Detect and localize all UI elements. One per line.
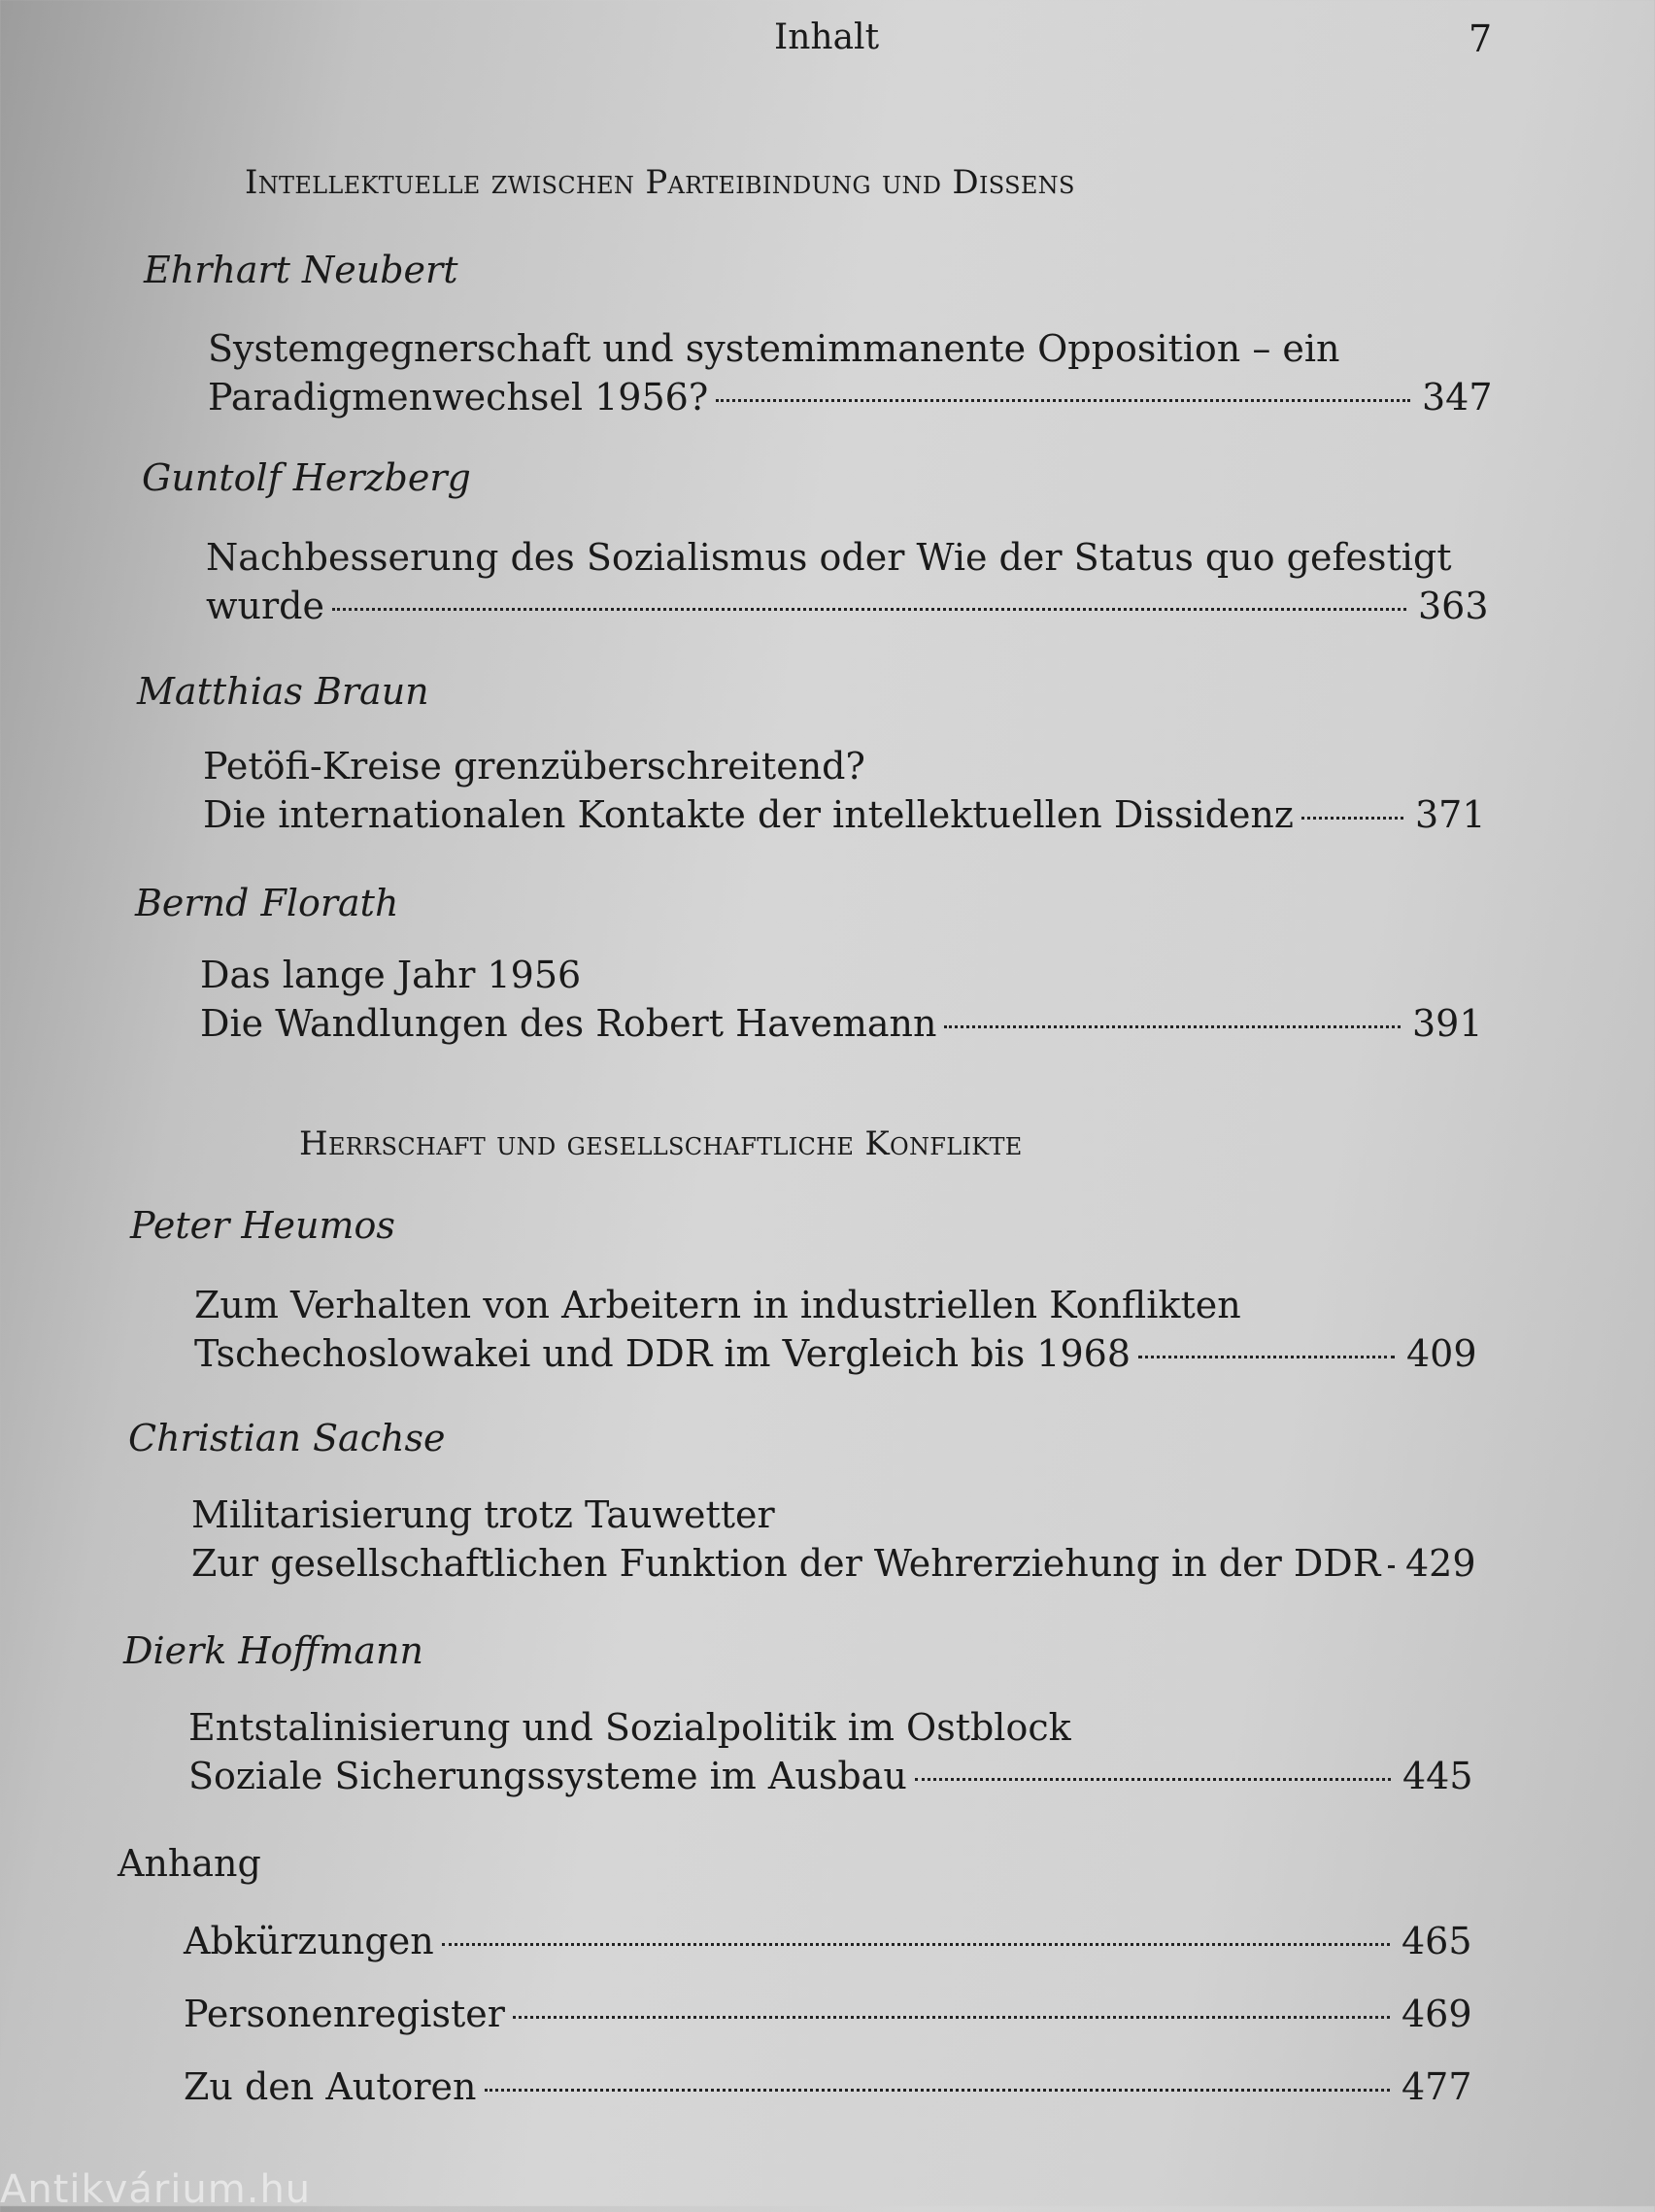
entry-title-line: Entstalinisierung und Sozialpolitik im Ostblock [188, 1706, 1071, 1749]
dot-leader [1388, 1565, 1394, 1568]
dot-leader [442, 1943, 1390, 1946]
entry-title-line: Soziale Sicherungssysteme im Ausbau [188, 1755, 907, 1797]
page-number: 7 [1469, 17, 1493, 60]
dot-leader [716, 399, 1410, 402]
entry-page-number: 371 [1415, 793, 1486, 836]
entry-title-line: Zur gesellschaftlichen Funktion der Wehrerziehung in der DDR [191, 1542, 1381, 1585]
appendix-entry [184, 2062, 1472, 2111]
dot-leader [1301, 817, 1403, 820]
dot-leader [915, 1778, 1391, 1781]
entry-title-line: Die internationalen Kontakte der intellektuellen Dissidenz [203, 793, 1294, 836]
toc-entry [208, 324, 1493, 421]
section-heading: Herrschaft und gesellschaftliche Konflikte [299, 1124, 1023, 1163]
entry-title-line: Das lange Jahr 1956 [200, 954, 582, 996]
appendix-entry [184, 1990, 1472, 2038]
toc-entry [191, 1491, 1476, 1588]
appendix-entry [184, 1917, 1472, 1965]
entry-title-line: wurde [206, 585, 324, 627]
author-name: Christian Sachse [128, 1417, 446, 1459]
dot-leader [944, 1025, 1401, 1028]
entry-page-number: 477 [1402, 2065, 1472, 2108]
entry-page-number: 363 [1418, 585, 1489, 627]
entry-title: Zu den Autoren [184, 2065, 477, 2108]
section-heading: Intellektuelle zwischen Parteibindung und Dissens [245, 163, 1075, 202]
toc-entry [194, 1281, 1477, 1378]
toc-entry [206, 533, 1489, 630]
author-name: Matthias Braun [137, 670, 429, 713]
entry-page-number: 347 [1422, 376, 1493, 419]
entry-title-line: Petöfi-Kreise grenzüberschreitend? [203, 745, 865, 788]
entry-title: Personenregister [184, 1993, 505, 2035]
entry-page-number: 445 [1402, 1755, 1473, 1797]
entry-title-line: Systemgegnerschaft und systemimmanente Opposition – ein [208, 327, 1340, 370]
dot-leader [485, 2089, 1390, 2092]
running-title: Inhalt [774, 17, 880, 57]
author-name: Bernd Florath [135, 882, 399, 924]
entry-page-number: 391 [1412, 1002, 1483, 1045]
toc-entry [200, 951, 1483, 1048]
entry-page-number: 465 [1402, 1920, 1472, 1962]
appendix-heading: Anhang [118, 1842, 261, 1885]
entry-title: Abkürzungen [184, 1920, 434, 1962]
toc-entry [188, 1703, 1473, 1800]
dot-leader [1138, 1356, 1395, 1358]
author-name: Ehrhart Neubert [144, 249, 458, 291]
dot-leader [332, 608, 1406, 611]
entry-title-line: Paradigmenwechsel 1956? [208, 376, 709, 419]
entry-page-number: 409 [1406, 1332, 1477, 1375]
entry-title-line: Militarisierung trotz Tauwetter [191, 1493, 775, 1536]
entry-page-number: 429 [1405, 1542, 1476, 1585]
entry-title-line: Zum Verhalten von Arbeitern in industriellen Konflikten [194, 1284, 1241, 1326]
author-name: Dierk Hoffmann [123, 1629, 423, 1672]
entry-title-line: Nachbesserung des Sozialismus oder Wie der Status quo gefestigt [206, 536, 1452, 579]
dot-leader [513, 2016, 1390, 2019]
author-name: Peter Heumos [130, 1204, 395, 1247]
author-name: Guntolf Herzberg [142, 456, 471, 499]
entry-title-line: Tschechoslowakei und DDR im Vergleich bis 1968 [194, 1332, 1131, 1375]
running-header [0, 17, 1655, 66]
entry-page-number: 469 [1402, 1993, 1472, 2035]
toc-entry [203, 742, 1486, 839]
watermark: Antikvárium.hu [0, 2167, 312, 2212]
entry-title-line: Die Wandlungen des Robert Havemann [200, 1002, 937, 1045]
